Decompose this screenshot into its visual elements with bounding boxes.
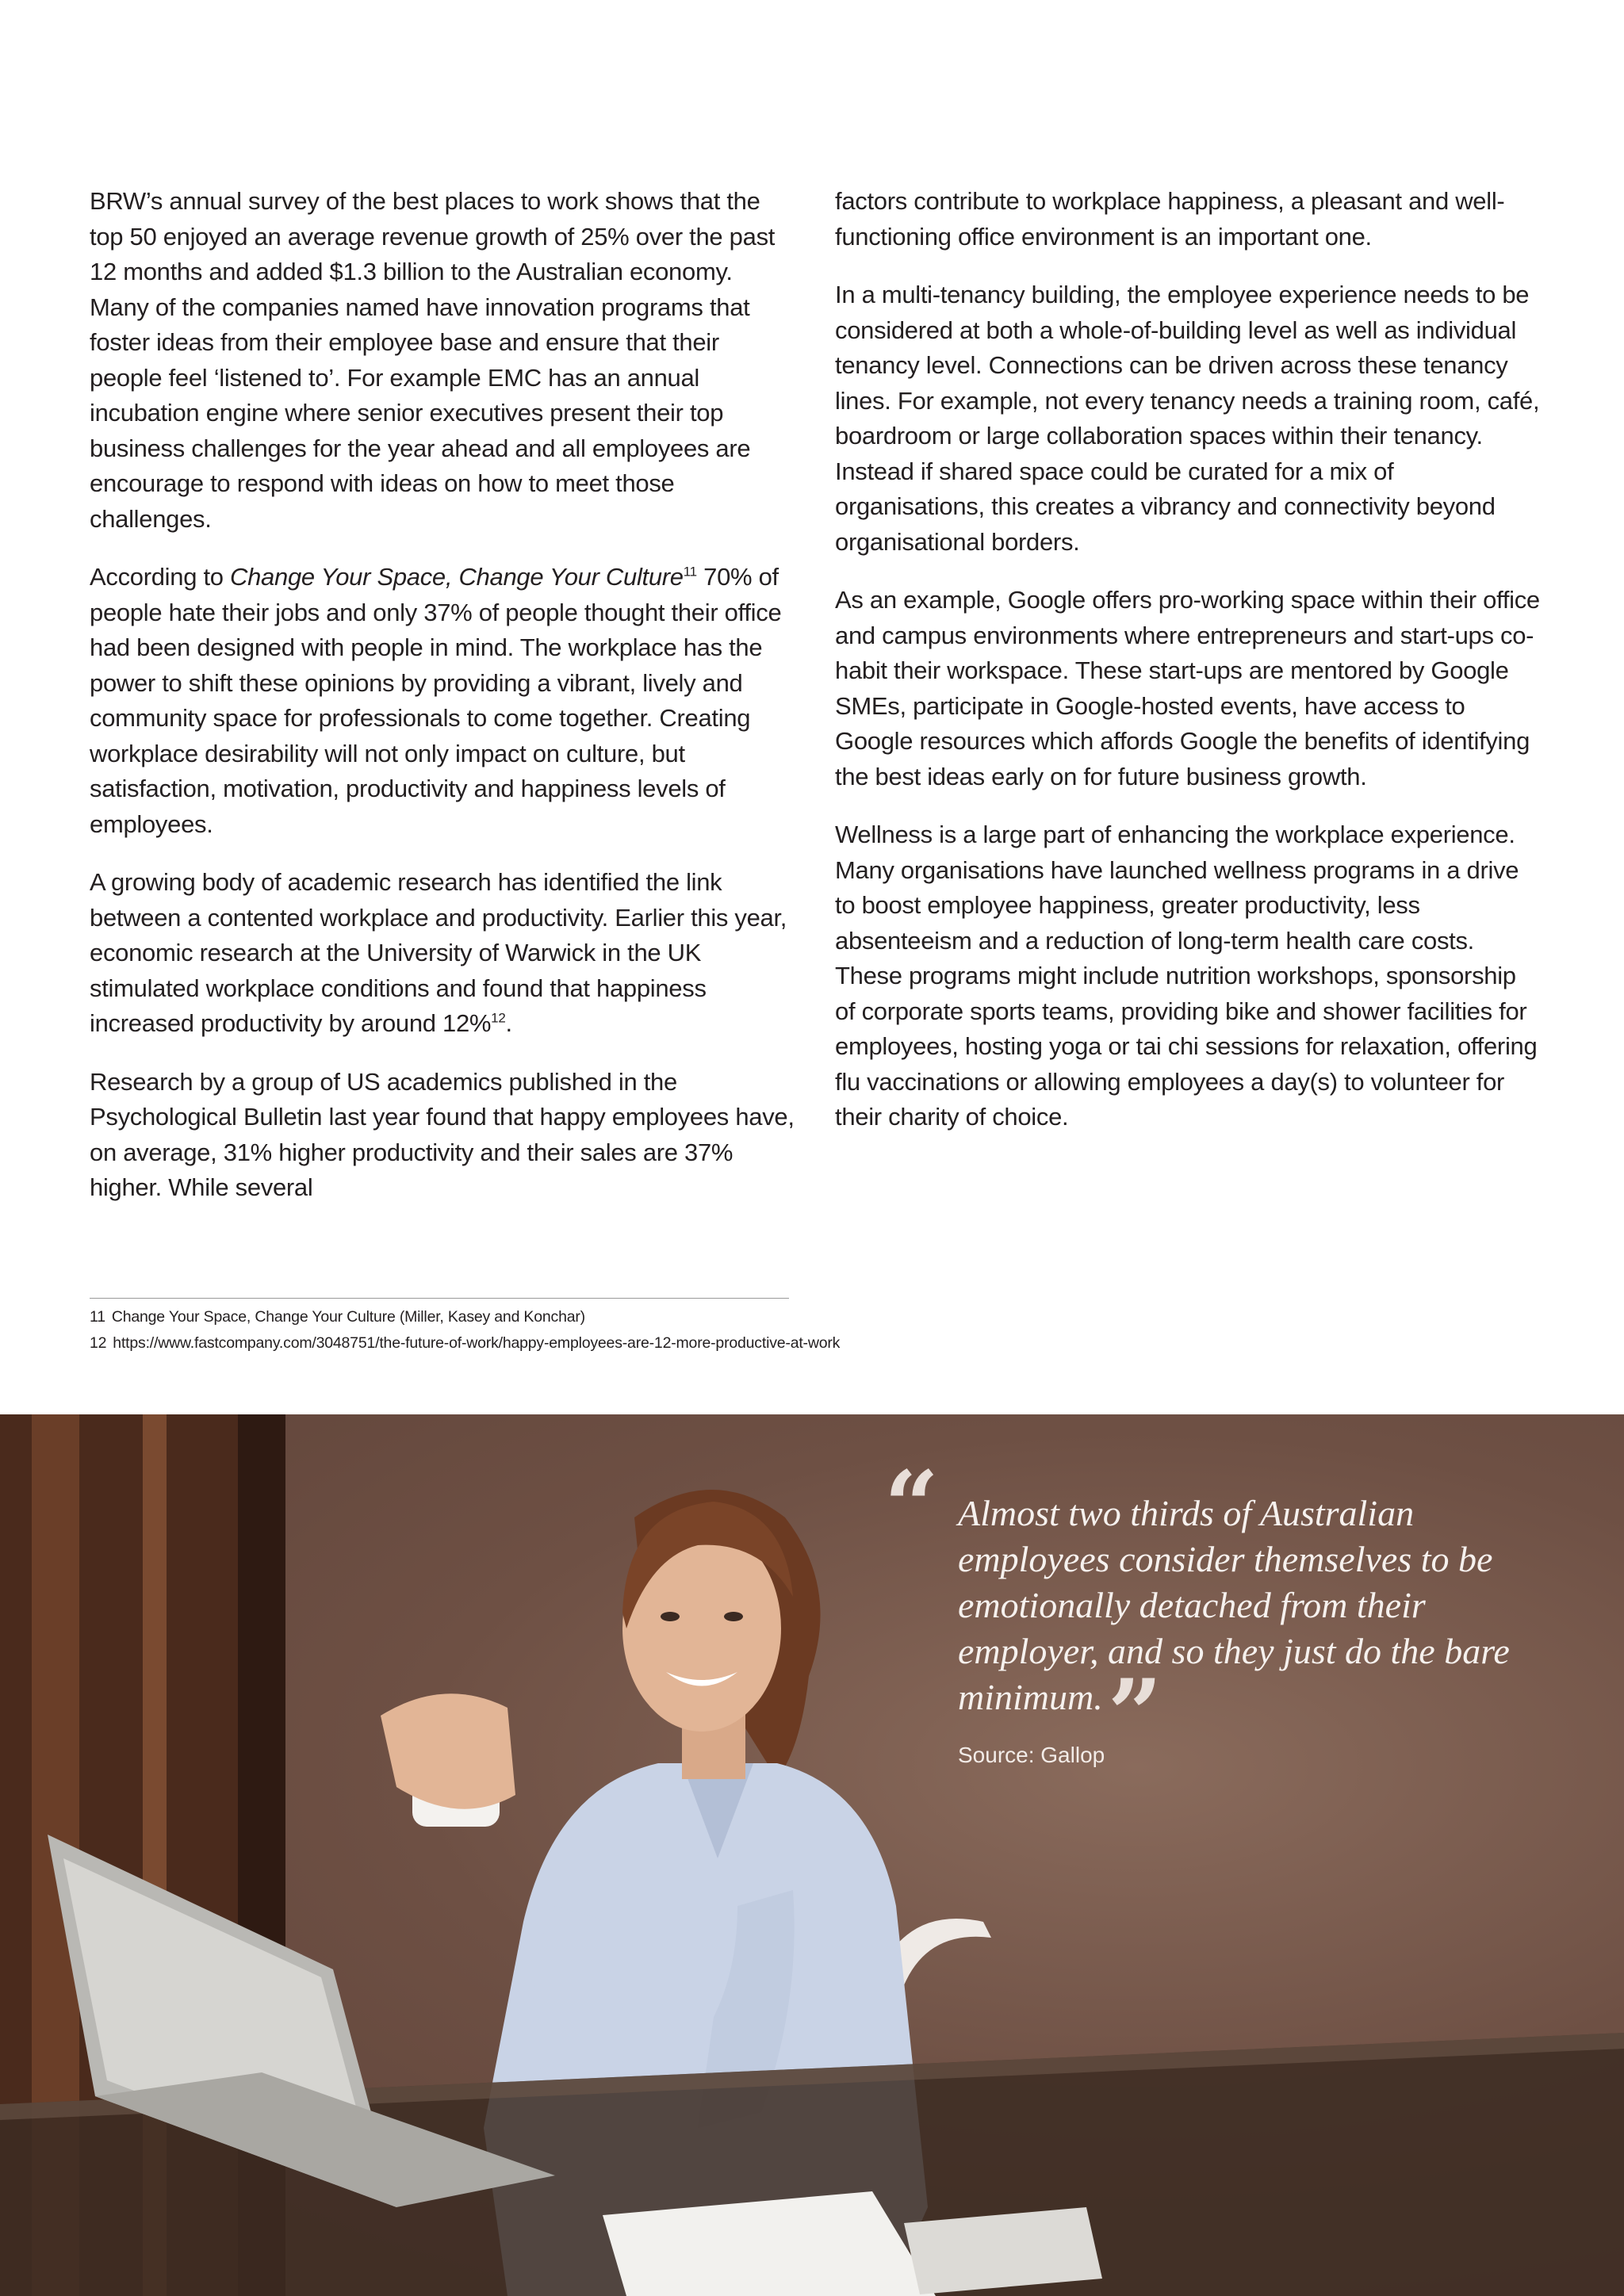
quote-source: Source: Gallop bbox=[958, 1743, 1105, 1767]
paragraph-us-academics: Research by a group of US academics published in the Psychological Bulletin last year found that happy employees have, on average, 31% higher productivity and their sales are 37% higher. While several bbox=[90, 1067, 795, 1201]
paragraph-brw-survey: BRW’s annual survey of the best places to work shows that the top 50 enjoyed an average revenue growth of 25% over the past 12 months and added $1.3 billion to the Australian economy. Many of the companies named have innovation programs that foster ideas from their employee base and ensure that their people feel ‘listened to’. For example EMC has an annual incubation engine where senior executives present their top business challenges for the year ahead and all employees are encourage to respond with ideas on how to meet those challenges. bbox=[90, 187, 776, 533]
left-text-column bbox=[90, 184, 795, 1229]
paragraph-text: A growing body of academic research has identified the link between a contented workplace and productivity. Earlier this year, economic research at the University of Warwick in the UK stimulated workplace conditions and found that happiness increased productivity by around 12% bbox=[90, 868, 787, 1037]
footnote-ref-11: 11 bbox=[683, 564, 697, 580]
footnote-11 bbox=[90, 1304, 789, 1330]
paragraph-rest: 70% of people hate their jobs and only 37% of people thought their office had been designed with people in mind. The workplace has the power to shift these opinions by providing a vibrant, lively and community space for professionals to come together. Creating workplace desirability will not only impact on culture, but satisfaction, motivation, productivity and happiness levels of employees. bbox=[90, 563, 782, 838]
pull-quote bbox=[884, 1450, 1566, 1770]
paragraph-workplace-happiness: factors contribute to workplace happiness, a pleasant and well-functioning office environment is an important one. bbox=[835, 187, 1505, 251]
footnotes bbox=[90, 1298, 841, 1357]
footnote-number: 12 bbox=[90, 1334, 107, 1352]
open-quote-icon: “ bbox=[884, 1450, 940, 1562]
book-title: Change Your Space, Change Your Culture bbox=[230, 563, 684, 591]
paragraph-lead: According to bbox=[90, 563, 231, 591]
paragraph-google-example: As an example, Google offers pro-working space within their office and campus environments where entrepreneurs and start-ups co-habit their workspace. These start-ups are mentored by Google SMEs, participate in Google-hosted events, have access to Google resources which affords Google the benefits of identifying the best ideas early on for future business growth. bbox=[835, 586, 1540, 790]
footnote-12 bbox=[90, 1330, 841, 1357]
paragraph-academic-research bbox=[90, 865, 795, 1042]
paragraph-multi-tenancy: In a multi-tenancy building, the employee experience needs to be considered at both a whole-of-building level as well as individual tenancy level. Connections can be driven across these tenancy lines. For example, not every tenancy needs a training room, café, boardroom or large collaboration spaces within their tenancy. Instead if shared space could be curated for a mix of organisations, this creates a vibrancy and connectivity beyond organisational borders. bbox=[835, 281, 1540, 556]
close-quote-icon: ” bbox=[1107, 1659, 1162, 1770]
quote-body: Almost two thirds of Australian employees consider themselves to be emotionally detached from their employer, and so they just do the bare minimum. bbox=[958, 1493, 1510, 1717]
paragraph-wellness: Wellness is a large part of enhancing the workplace experience. Many organisations have launched wellness programs in a drive to boost employee happiness, greater productivity, less absenteeism and a reduction of long-term health care costs. These programs might include nutrition workshops, sponsorship of corporate sports teams, providing bike and shower facilities for employees, hosting yoga or tai chi sessions for relaxation, offering flu vaccinations or allowing employees a day(s) to volunteer for their charity of choice. bbox=[835, 821, 1538, 1131]
paragraph-end: . bbox=[505, 1009, 512, 1037]
footnote-link[interactable]: https://www.fastcompany.com/3048751/the-future-of-work/happy-employees-are-12-more-productive-at-work bbox=[113, 1334, 841, 1352]
footnote-number: 11 bbox=[90, 1308, 105, 1326]
footnote-ref-12: 12 bbox=[491, 1010, 506, 1026]
paragraph-change-your-space bbox=[90, 560, 795, 842]
footnote-text: Change Your Space, Change Your Culture (Miller, Kasey and Konchar) bbox=[111, 1308, 585, 1326]
right-text-column bbox=[835, 184, 1541, 1158]
